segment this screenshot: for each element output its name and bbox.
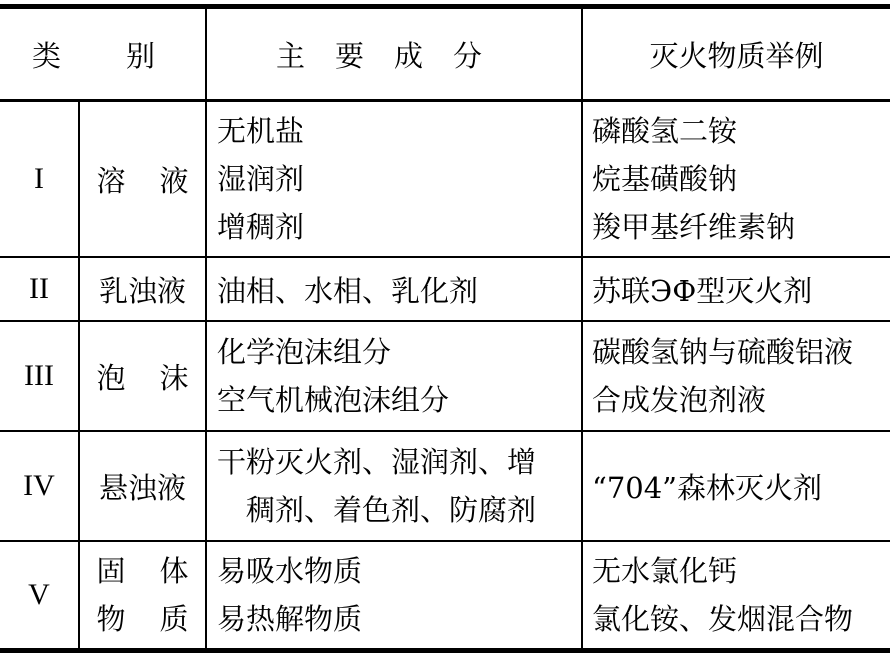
component-item: 干粉灭火剂、湿润剂、增 <box>217 445 537 479</box>
row-type <box>80 432 205 540</box>
row-number-text: IV <box>23 469 55 502</box>
row-number <box>0 102 78 256</box>
example-item: 碳酸氢钠与硫酸铝液 <box>592 335 854 369</box>
row-type <box>80 542 205 648</box>
row-type-line <box>97 547 189 595</box>
component-item: 油相、水相、乳化剂 <box>217 273 479 308</box>
component-item: 稠剂、着色剂、防腐剂 <box>217 493 537 527</box>
row-number-text: V <box>28 578 50 611</box>
header-examples <box>583 9 890 99</box>
row-type-char: 质 <box>159 602 189 636</box>
row-type-char: 溶 <box>96 163 126 198</box>
row-type <box>80 322 205 430</box>
component-item: 无机盐 <box>217 114 305 148</box>
component-item: 湿润剂 <box>217 162 305 196</box>
header-main-components-text: 主要成分 <box>275 38 512 73</box>
header-category <box>0 9 205 99</box>
component-item: 化学泡沫组分 <box>217 335 392 369</box>
row-type-text <box>97 159 189 200</box>
component-item: 空气机械泡沫组分 <box>217 383 450 417</box>
example-item: 烷基磺酸钠 <box>592 162 738 196</box>
row-components <box>217 322 581 430</box>
row-type-char: 固 <box>96 554 126 588</box>
row-type <box>80 102 205 256</box>
example-item: 氯化铵、发烟混合物 <box>592 602 854 636</box>
example-item: 磷酸氢二铵 <box>592 114 738 148</box>
row-number <box>0 432 78 540</box>
row-components <box>217 258 581 320</box>
row-examples <box>592 542 890 648</box>
row-type-char: 体 <box>159 554 189 588</box>
component-item: 易热解物质 <box>217 602 363 636</box>
row-components <box>217 102 581 256</box>
header-category-text: 类 别 <box>31 38 173 73</box>
example-item: 合成发泡剂液 <box>592 383 767 417</box>
column-divider <box>205 8 207 650</box>
example-item: “704”森林灭火剂 <box>592 470 823 505</box>
row-type-text: 乳浊液 <box>98 273 186 308</box>
row-type-char: 泡 <box>96 360 126 395</box>
header-examples-text: 灭火物质举例 <box>649 38 824 73</box>
column-divider <box>581 8 583 650</box>
row-type-char: 液 <box>159 163 189 198</box>
row-examples <box>592 102 890 256</box>
row-number-text: I <box>34 162 44 195</box>
row-number-text: II <box>29 272 49 305</box>
row-type-char: 沫 <box>159 360 189 395</box>
row-type-line <box>97 595 189 643</box>
row-number <box>0 258 78 320</box>
row-examples <box>592 258 890 320</box>
row-type-char: 物 <box>96 602 126 636</box>
row-components <box>217 432 581 540</box>
row-type <box>80 258 205 320</box>
row-examples <box>592 432 890 540</box>
header-main-components <box>207 9 581 99</box>
row-number-text: III <box>24 359 54 392</box>
bottom-border <box>0 648 890 653</box>
component-item: 易吸水物质 <box>217 554 363 588</box>
row-components <box>217 542 581 648</box>
example-item: 无水氯化钙 <box>592 554 738 588</box>
example-item: 苏联ЭФ型灭火剂 <box>592 273 813 308</box>
row-type-text: 悬浊液 <box>98 470 186 505</box>
row-examples <box>592 322 890 430</box>
component-item: 增稠剂 <box>217 210 305 244</box>
example-item: 羧甲基纤维素钠 <box>592 210 796 244</box>
row-number <box>0 322 78 430</box>
row-type-text <box>97 356 189 397</box>
row-number <box>0 542 78 648</box>
